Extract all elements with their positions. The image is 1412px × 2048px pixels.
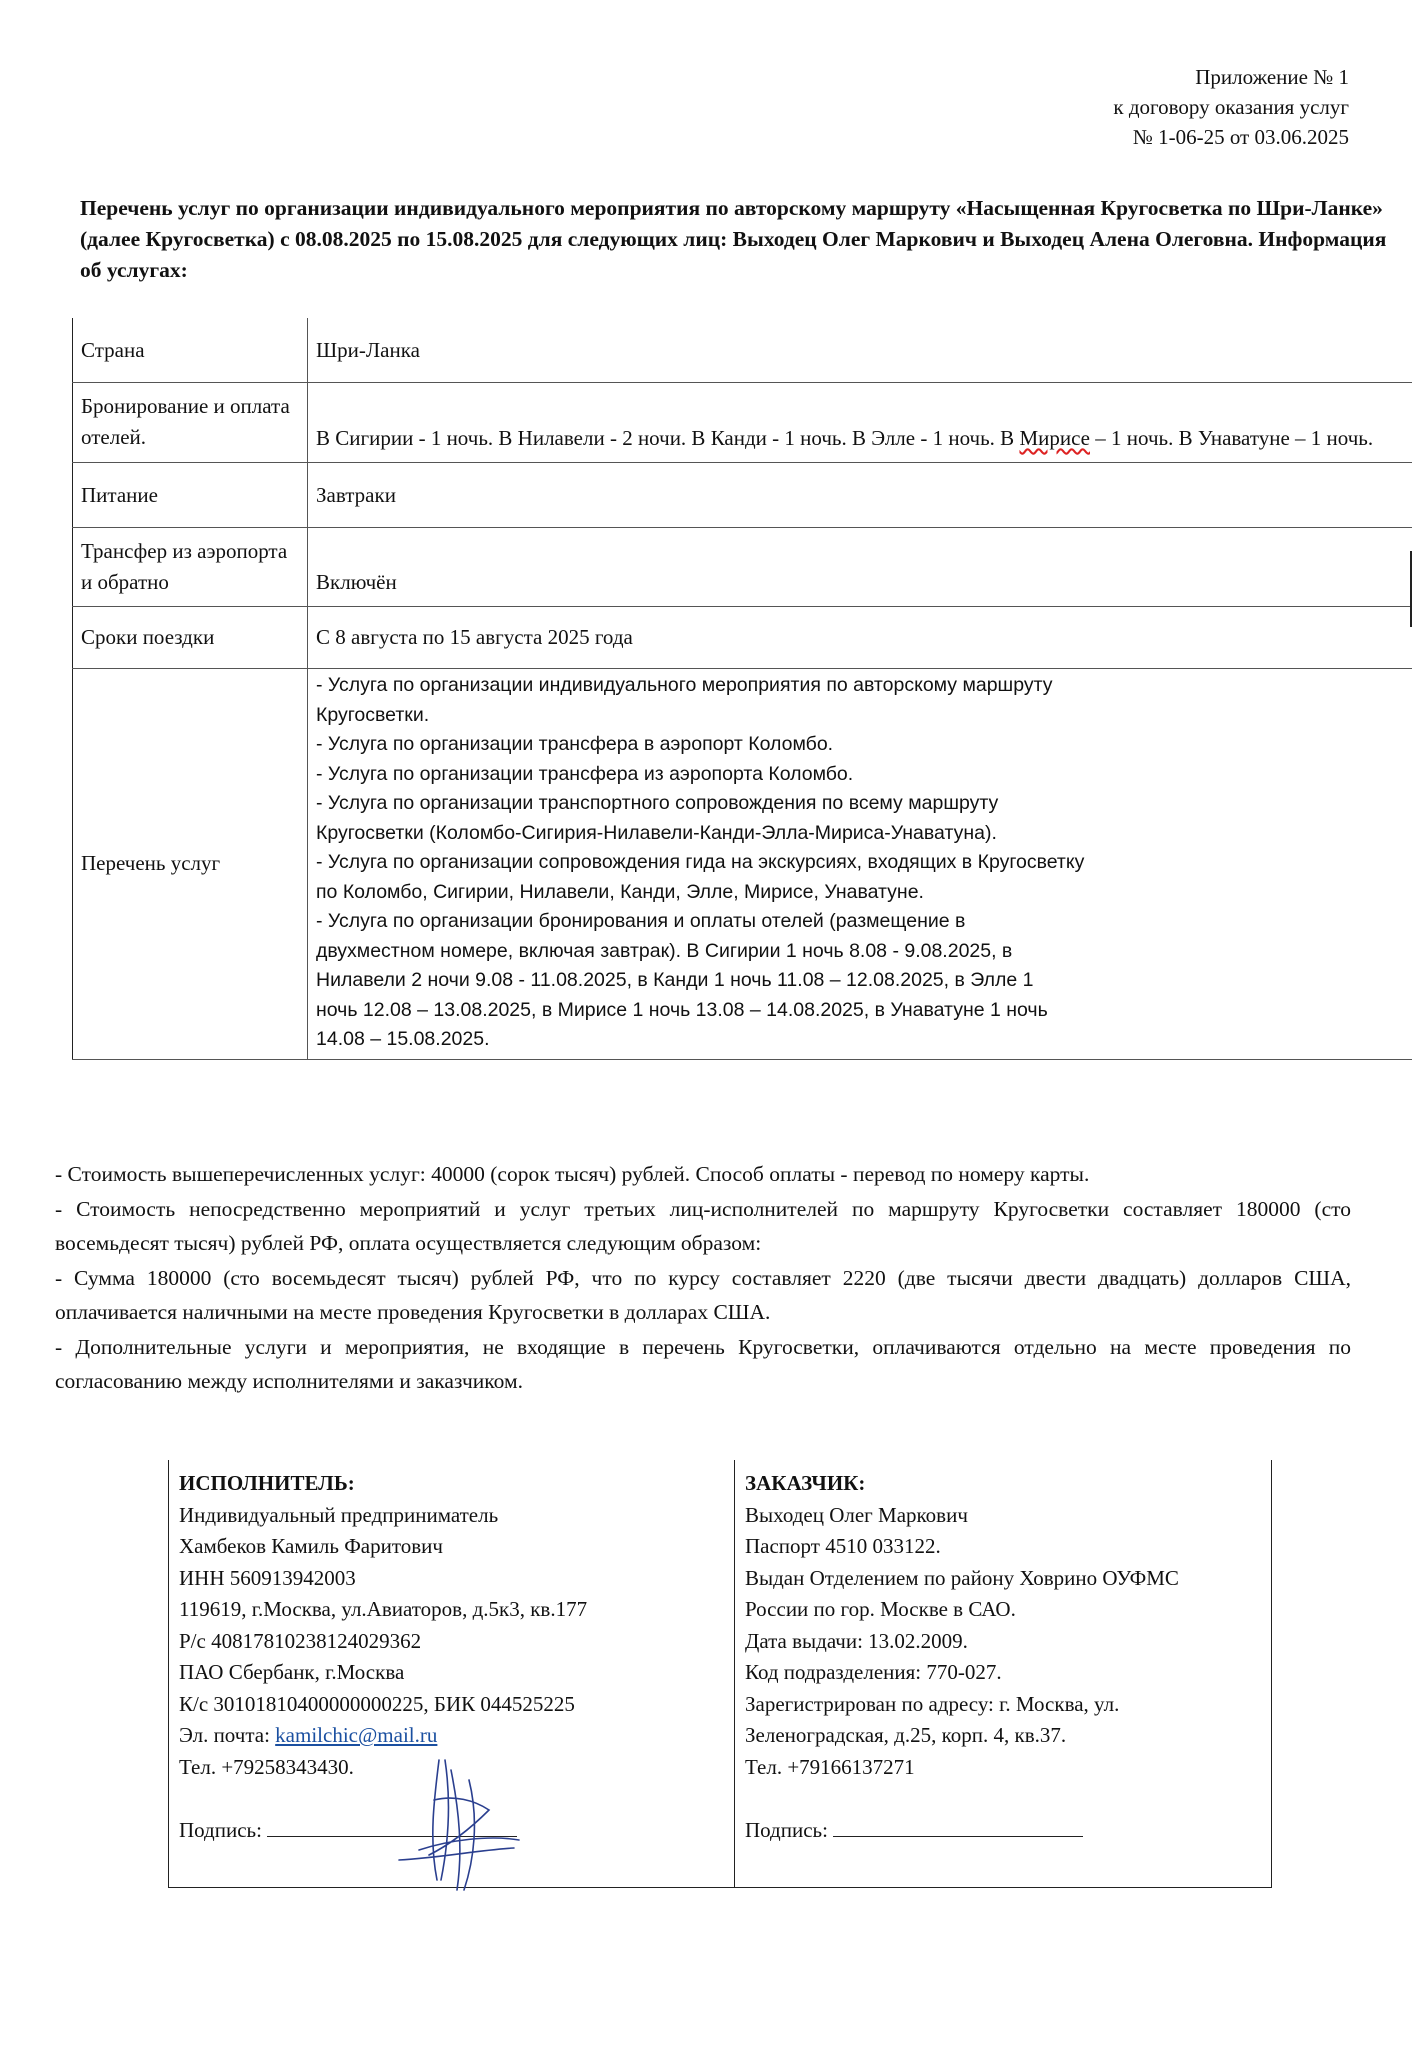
customer-line: Дата выдачи: 13.02.2009.: [745, 1628, 968, 1653]
customer-line: Зарегистрирован по адресу: г. Москва, ул.: [745, 1691, 1120, 1716]
table-row: [73, 318, 1412, 383]
contractor-phone: Тел. +79258343430.: [179, 1754, 354, 1779]
customer-line: России по гор. Москве в САО.: [745, 1597, 1016, 1621]
customer-line: Код подразделения: 770-027.: [745, 1660, 1002, 1684]
appendix-line: к договору оказания услуг: [1113, 95, 1349, 119]
row-label: Питание: [73, 463, 308, 528]
contractor-line: 119619, г.Москва, ул.Авиаторов, д.5к3, кв.177: [179, 1597, 588, 1621]
contractor-line: Хамбеков Камиль Фаритович: [179, 1534, 443, 1558]
appendix-header: [849, 62, 1349, 152]
service-line: Нилавели 2 ночи 9.08 - 11.08.2025, в Канди 1 ночь 11.08 – 12.08.2025, в Элле 1: [316, 969, 1034, 991]
service-line: по Коломбо, Сигирии, Нилавели, Канди, Элле, Мирисе, Унаватуне.: [316, 880, 924, 903]
payment-terms: [55, 1157, 1351, 1399]
value-text: – 1 ночь. В Унаватуне – 1 ночь.: [1090, 426, 1374, 450]
appendix-line: № 1-06-25 от 03.06.2025: [1132, 125, 1349, 149]
services-list: [308, 669, 1412, 1060]
table-row: [73, 528, 1412, 607]
row-label: Сроки поездки: [73, 607, 308, 669]
service-line: - Услуга по организации трансфера из аэропорта Коломбо.: [316, 762, 854, 785]
service-line: - Услуга по организации индивидуального мероприятия по авторскому маршруту: [316, 674, 1053, 696]
document-heading: Перечень услуг по организации индивидуального мероприятия по авторскому маршруту «Насыщенная Кругосветка по Шри-Ланке» (далее Кругосветка) с 08.08.2025 по 15.08.2025 для следующих лиц: Выходец Олег Маркович и Выходец Алена Олеговна. Информация об услугах:: [80, 196, 1387, 282]
handwritten-signature: [379, 1740, 529, 1900]
customer-signature-line: [745, 1815, 1261, 1847]
signature-label: Подпись:: [745, 1817, 834, 1842]
service-line: двухместном номере, включая завтрак). В Сигирии 1 ночь 8.08 - 9.08.2025, в: [316, 939, 1013, 962]
signature-label: Подпись:: [179, 1817, 268, 1842]
row-value: [308, 383, 1412, 463]
terms-paragraph: - Сумма 180000 (сто восемьдесят тысяч) рублей РФ, что по курсу составляет 2220 (две тысячи двести двадцать) долларов США, оплачивается наличными на месте проведения Кругосветки в долларах США.: [55, 1265, 1351, 1324]
customer-title: ЗАКАЗЧИК:: [745, 1471, 866, 1495]
services-info-table: [72, 318, 1412, 1060]
contractor-line: ИНН 560913942003: [179, 1565, 356, 1590]
email-link[interactable]: kamilchic@mail.ru: [275, 1723, 438, 1747]
customer-block: [735, 1460, 1271, 1887]
email-label: Эл. почта:: [179, 1723, 276, 1747]
row-label: Бронирование и оплата отелей.: [73, 383, 308, 463]
terms-paragraph: - Стоимость непосредственно мероприятий и услуг третьих лиц-исполнителей по маршруту Кругосветки составляет 180000 (сто восемьдесят тысяч) рублей РФ, оплата осуществляется следующим образом:: [55, 1196, 1351, 1255]
customer-line: Паспорт 4510 033122.: [745, 1534, 941, 1558]
row-value: Завтраки: [308, 463, 1412, 528]
table-row: [73, 669, 1412, 1060]
service-line: ночь 12.08 – 13.08.2025, в Мирисе 1 ночь 13.08 – 14.08.2025, в Унаватуне 1 ночь: [316, 998, 1048, 1021]
contractor-title: ИСПОЛНИТЕЛЬ:: [179, 1471, 355, 1495]
terms-paragraph: - Стоимость вышеперечисленных услуг: 40000 (сорок тысяч) рублей. Способ оплаты - перевод по номеру карты.: [55, 1162, 1090, 1186]
spacer: [745, 1783, 1261, 1815]
row-label: Страна: [73, 318, 308, 383]
customer-line: Зеленоградская, д.25, корп. 4, кв.37.: [745, 1723, 1067, 1747]
contractor-line: Р/с 40817810238124029362: [179, 1628, 422, 1653]
contractor-line: ПАО Сбербанк, г.Москва: [179, 1660, 405, 1684]
table-row: [73, 383, 1412, 463]
contractor-block: [169, 1460, 735, 1887]
service-line: Кругосветки.: [316, 703, 430, 726]
terms-paragraph: - Дополнительные услуги и мероприятия, не входящие в перечень Кругосветки, оплачиваются отдельно на месте проведения по согласованию между исполнителями и заказчиком.: [55, 1334, 1351, 1393]
service-line: 14.08 – 15.08.2025.: [316, 1028, 490, 1050]
service-line: Кругосветки (Коломбо-Сигирия-Нилавели-Канди-Элла-Мириса-Унаватуна).: [316, 821, 997, 844]
service-line: - Услуга по организации бронирования и оплаты отелей (размещение в: [316, 910, 966, 932]
customer-line: Выходец Олег Маркович: [745, 1502, 968, 1527]
appendix-line: Приложение № 1: [1195, 65, 1349, 89]
customer-line: Тел. +79166137271: [745, 1754, 915, 1779]
signatures-table: [168, 1460, 1272, 1888]
customer-line: Выдан Отделением по району Ховрино ОУФМС: [745, 1565, 1179, 1590]
row-value: С 8 августа по 15 августа 2025 года: [308, 607, 1412, 669]
contractor-line: К/с 30101810400000000225, БИК 044525225: [179, 1691, 575, 1716]
row-label: Трансфер из аэропорта и обратно: [73, 528, 308, 607]
service-line: - Услуга по организации трансфера в аэропорт Коломбо.: [316, 733, 834, 755]
service-line: - Услуга по организации транспортного сопровождения по всему маршруту: [316, 792, 999, 814]
contractor-line: Индивидуальный предприниматель: [179, 1502, 499, 1527]
value-text: В Сигирии - 1 ночь. В Нилавели - 2 ночи. В Канди - 1 ночь. В Элле - 1 ночь. В: [316, 426, 1020, 450]
signature-blank: [833, 1816, 1083, 1837]
table-row: [73, 607, 1412, 669]
row-value: Включён: [308, 528, 1412, 607]
row-value: Шри-Ланка: [308, 318, 1412, 383]
row-label: Перечень услуг: [73, 669, 308, 1060]
table-row: [73, 463, 1412, 528]
value-text-misspelled: Мирисе: [1019, 426, 1090, 450]
service-line: - Услуга по организации сопровождения гида на экскурсиях, входящих в Кругосветку: [316, 851, 1085, 873]
